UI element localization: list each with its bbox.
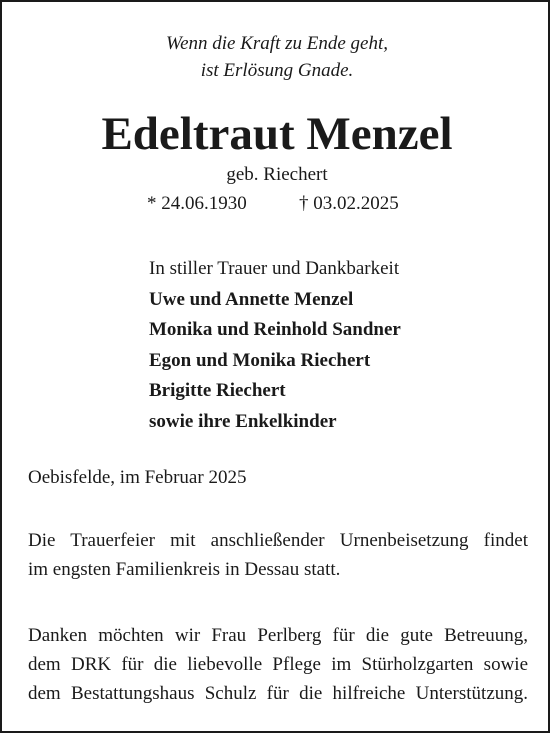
mourner-name: sowie ihre Enkelkinder (149, 410, 337, 432)
mourner-name: Monika und Reinhold Sandner (149, 319, 401, 340)
thanks-paragraph (28, 621, 528, 708)
mourners-block (149, 254, 401, 437)
motto-line-2: ist Erlösung Gnade. (200, 60, 354, 81)
deceased-name: Edeltraut Menzel (101, 108, 453, 160)
thanks-line: dem DRK für die liebevolle Pflege im Stürholzgarten sowie (28, 654, 528, 675)
mourner-name: Uwe und Annette Menzel (149, 288, 354, 310)
funeral-notice-line: Die Trauerfeier mit anschließender Urnenbeisetzung findet (28, 530, 528, 551)
mourners-intro: In stiller Trauer und Dankbarkeit (149, 258, 400, 279)
mourner-name: Egon und Monika Riechert (149, 349, 371, 371)
thanks-line: Danken möchten wir Frau Perlberg für die gute Betreuung, (28, 625, 528, 646)
maiden-name: geb. Riechert (226, 164, 328, 185)
mourner-name: Brigitte Riechert (149, 380, 286, 401)
place-and-date: Oebisfelde, im Februar 2025 (28, 467, 247, 488)
motto-line-1: Wenn die Kraft zu Ende geht, (166, 33, 388, 54)
death-date: † 03.02.2025 (299, 193, 399, 214)
thanks-line: dem Bestattungshaus Schulz für die hilfreiche Unterstützung. (28, 683, 528, 704)
birth-date: * 24.06.1930 (147, 193, 247, 214)
funeral-notice-paragraph (28, 526, 528, 584)
funeral-notice-line: im engsten Familienkreis in Dessau statt. (28, 559, 341, 580)
